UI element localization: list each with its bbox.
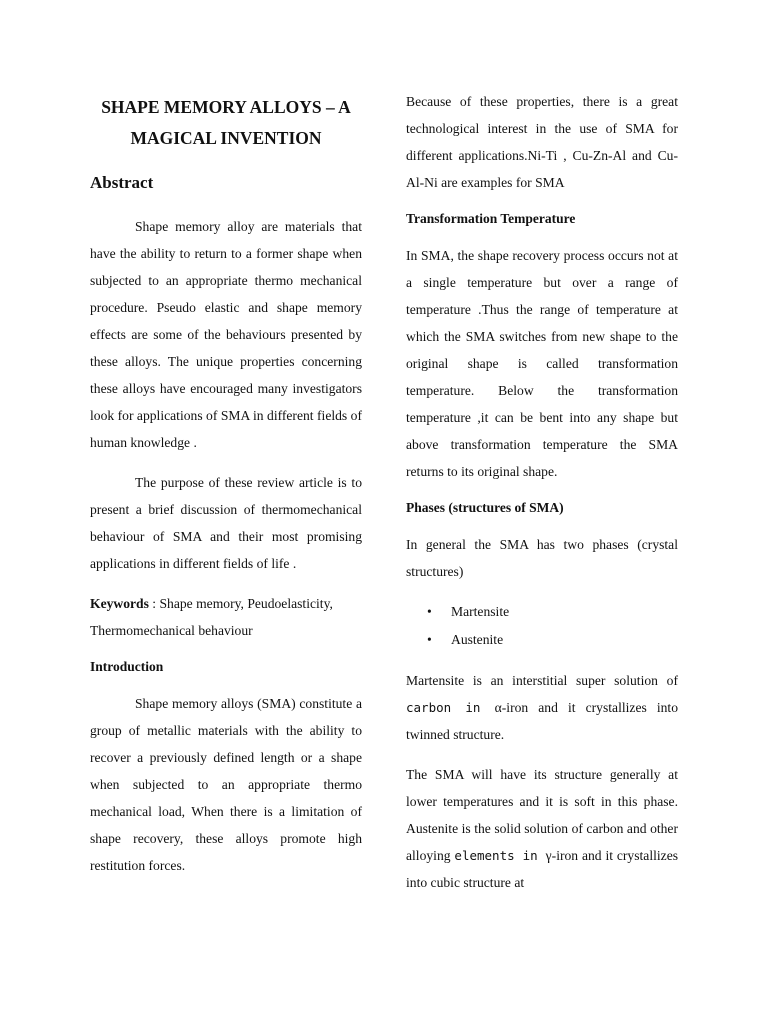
- phases-list: [406, 598, 678, 654]
- left-column: [90, 90, 362, 892]
- phases-paragraph: In general the SMA has two phases (crystal structures): [406, 537, 678, 579]
- transformation-paragraph: In SMA, the shape recovery process occurs not at a single temperature but over a range of temperature .Thus the range of temperature at which the SMA switches from new shape to the original shape is called transformation temperature. Below the transformation temperature ,it can be bent into any shape but above transformation temperature the SMA returns to its original shape.: [406, 248, 678, 479]
- abstract-paragraph-1: Shape memory alloy are materials that have the ability to return to a former shape when subjected to an appropriate thermo mechanical procedure. Pseudo elastic and shape memory effects are some of the behaviours presented by these alloys. The unique properties concerning these alloys have encouraged many investigators look for applications of SMA in different fields of human knowledge .: [90, 219, 362, 450]
- martensite-text-2: carbon in: [406, 700, 495, 715]
- austenite-text-2: elements in: [454, 848, 546, 863]
- keywords-line: [90, 590, 362, 644]
- properties-paragraph: Because of these properties, there is a great technological interest in the use of SMA for different applications.Ni-Ti , Cu-Zn-Al and Cu-Al-Ni are examples for SMA: [406, 94, 678, 190]
- keywords-text: : Shape memory, Peudoelasticity, Thermomechanical behaviour: [90, 596, 333, 638]
- keywords-label: Keywords: [90, 596, 149, 611]
- list-item: [406, 598, 678, 626]
- phase-martensite: Martensite: [451, 604, 510, 619]
- phases-heading: Phases (structures of SMA): [406, 500, 564, 515]
- introduction-paragraph-1: Shape memory alloys (SMA) constitute a group of metallic materials with the ability to recover a previously defined length or a shape when subjected to an appropriate thermo mechanical load, When there is a limitation of shape recovery, these alloys promote high restitution forces.: [90, 696, 362, 873]
- abstract-heading: Abstract: [90, 173, 154, 192]
- austenite-text-1: The SMA will have its structure generally at lower temperatures and it is soft in this phase. Austenite is the solid solution of carbon and other alloying: [406, 767, 678, 863]
- austenite-text-3: γ-iron and it crystallizes into cubic structure at: [406, 848, 679, 890]
- bullet-icon: •: [427, 604, 432, 619]
- introduction-heading: Introduction: [90, 659, 164, 674]
- bullet-icon: •: [427, 632, 432, 647]
- abstract-paragraph-2: The purpose of these review article is to present a brief discussion of thermomechanical behaviour of SMA and their most promising applications in different fields of life .: [90, 475, 362, 571]
- martensite-text-3: α-iron and it crystallizes into twinned structure.: [406, 700, 678, 742]
- phase-austenite: Austenite: [451, 632, 504, 647]
- right-column: [406, 90, 678, 909]
- austenite-paragraph: [406, 761, 678, 896]
- transformation-heading: Transformation Temperature: [406, 211, 576, 226]
- list-item: [406, 626, 678, 654]
- martensite-text-1: Martensite is an interstitial super solution of: [406, 673, 678, 688]
- martensite-paragraph: [406, 667, 678, 748]
- paper-title: SHAPE MEMORY ALLOYS – A MAGICAL INVENTION: [101, 97, 351, 148]
